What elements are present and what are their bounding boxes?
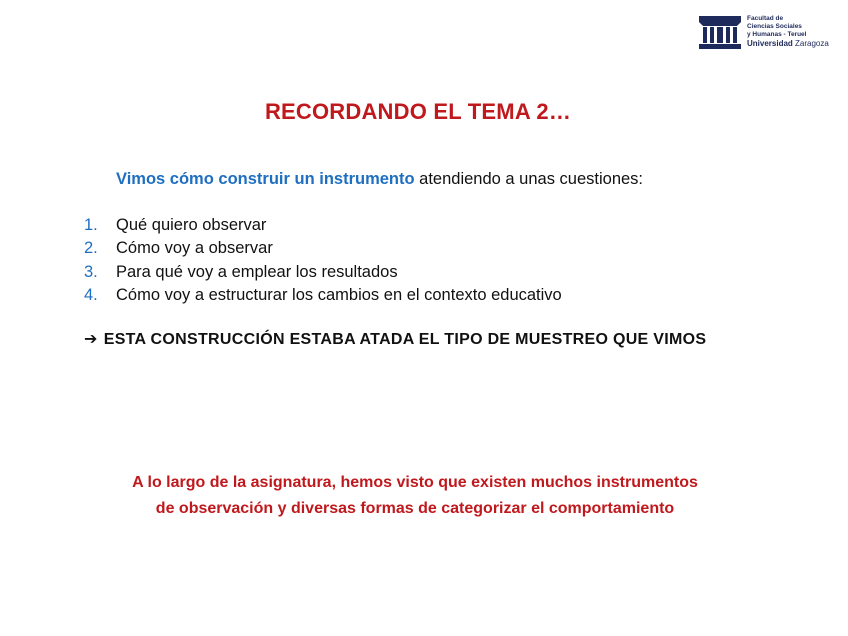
university-logo (699, 14, 839, 54)
slide-title: RECORDANDO EL TEMA 2… (264, 99, 572, 124)
closing-line-2: de observación y diversas formas de categorizar el comportamiento (155, 500, 675, 517)
list-item (84, 214, 562, 237)
arrow-right-icon: ➔ (84, 331, 98, 348)
closing-statement (40, 470, 790, 522)
list-item-number: 2. (84, 239, 98, 258)
logo-university-line (747, 39, 829, 49)
logo-text (747, 15, 829, 49)
conclusion-text: ESTA CONSTRUCCIÓN ESTABA ATADA EL TIPO DE MUESTREO QUE VIMOS (103, 331, 707, 348)
list-item (84, 284, 562, 307)
intro-sentence (116, 170, 643, 189)
conclusion-statement (84, 328, 746, 351)
list-item-text: Cómo voy a observar (116, 239, 273, 258)
list-item-number: 1. (84, 216, 98, 234)
questions-list (84, 214, 562, 307)
closing-line-1: A lo largo de la asignatura, hemos visto que existen muchos instrumentos (132, 474, 698, 491)
list-item-text: Para qué voy a emplear los resultados (116, 262, 398, 281)
list-item (84, 261, 562, 284)
university-building-icon (699, 16, 741, 50)
list-item-number: 4. (84, 285, 98, 304)
logo-line-1: Facultad de (747, 15, 784, 22)
list-item-number: 3. (84, 262, 98, 281)
logo-line-3: y Humanas - Teruel (747, 31, 807, 38)
logo-line-2: Ciencias Sociales (747, 23, 802, 30)
list-item-text: Cómo voy a estructurar los cambios en el contexto educativo (116, 285, 562, 304)
intro-highlight: Vimos cómo construir un instrumento (116, 170, 415, 188)
intro-rest: atendiendo a unas cuestiones: (414, 170, 643, 188)
logo-university-word: Universidad (747, 39, 793, 48)
list-item-text: Qué quiero observar (116, 216, 267, 234)
list-item (84, 237, 562, 260)
logo-zaragoza-word: Zaragoza (795, 39, 829, 48)
